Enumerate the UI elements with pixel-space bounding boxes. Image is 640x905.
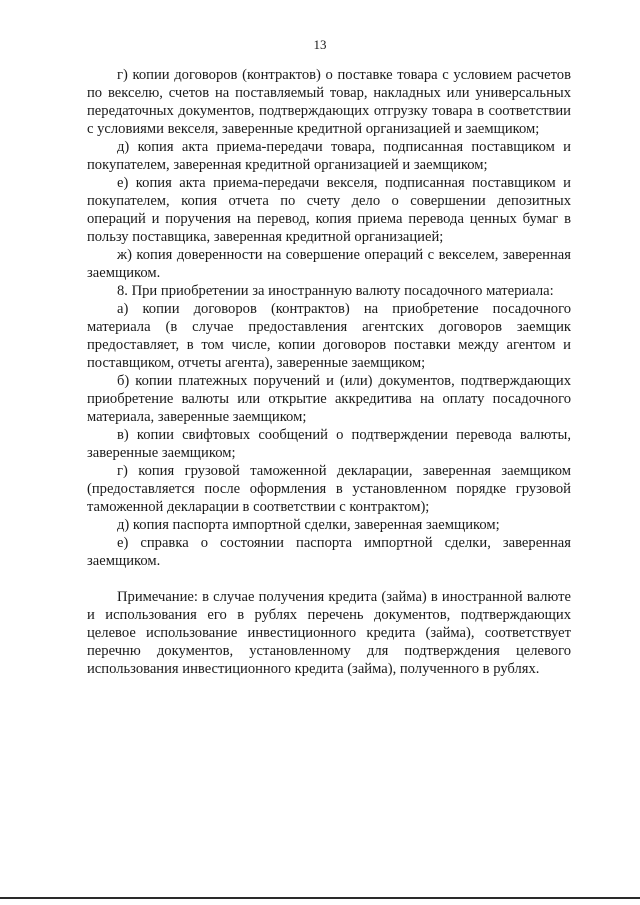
paragraph-d-goods-act: д) копия акта приема-передачи товара, подписанная поставщиком и покупателем, заверенная кредитной организацией и заемщиком;: [87, 139, 571, 173]
paragraph-a-planting-contracts: а) копии договоров (контрактов) на приобретение посадочного материала (в случае предоставления агентских договоров заемщик предоставляет, в том числе, копии договоров поставки между агентом и поставщиком, отчеты агента), заверенные заемщиком;: [87, 301, 571, 371]
paragraph-g-customs-declaration: г) копия грузовой таможенной декларации, заверенная заемщиком (предоставляется после оформления в установленном порядке грузовой таможенной декларации в соответствии с контрактом);: [87, 463, 571, 515]
note-paragraph: Примечание: в случае получения кредита (займа) в иностранной валюте и использования его в рублях перечень документов, подтверждающих целевое использование инвестиционного кредита (займа), соответствует перечню документов, установленному для подтверждения целевого использования инвестиционного кредита (займа), полученного в рублях.: [87, 589, 571, 677]
page-bottom-rule: [0, 897, 640, 899]
paragraph-v-swift-messages: в) копии свифтовых сообщений о подтверждении перевода валюты, заверенные заемщиком;: [87, 427, 571, 461]
paragraph-8-foreign-currency: 8. При приобретении за иностранную валюту посадочного материала:: [117, 283, 554, 299]
document-body: [87, 66, 571, 678]
paragraph-b-payment-orders: б) копии платежных поручений и (или) документов, подтверждающих приобретение валюты или открытие аккредитива на оплату посадочного материала, заверенные заемщиком;: [87, 373, 571, 425]
paragraph-d-import-passport: д) копия паспорта импортной сделки, заверенная заемщиком;: [117, 517, 500, 533]
paragraph-g-contracts: г) копии договоров (контрактов) о поставке товара с условием расчетов по векселю, счетов на поставляемый товар, накладных или универсальных передаточных документов, подтверждающих отгрузку товара в соответствии с условиями векселя, заверенные кредитной организацией и заемщиком;: [87, 67, 571, 137]
paragraph-e-bill-act: е) копия акта приема-передачи векселя, подписанная поставщиком и покупателем, копия отчета по счету дело о совершении депозитных операций и поручения на перевод, копия приема перевода ценных бумаг в пользу поставщика, заверенная кредитной организацией;: [87, 175, 571, 245]
paragraph-e-passport-status: е) справка о состоянии паспорта импортной сделки, заверенная заемщиком.: [87, 535, 571, 569]
paragraph-zh-power-of-attorney: ж) копия доверенности на совершение операций с векселем, заверенная заемщиком.: [87, 247, 571, 281]
page-number: 13: [313, 37, 327, 52]
